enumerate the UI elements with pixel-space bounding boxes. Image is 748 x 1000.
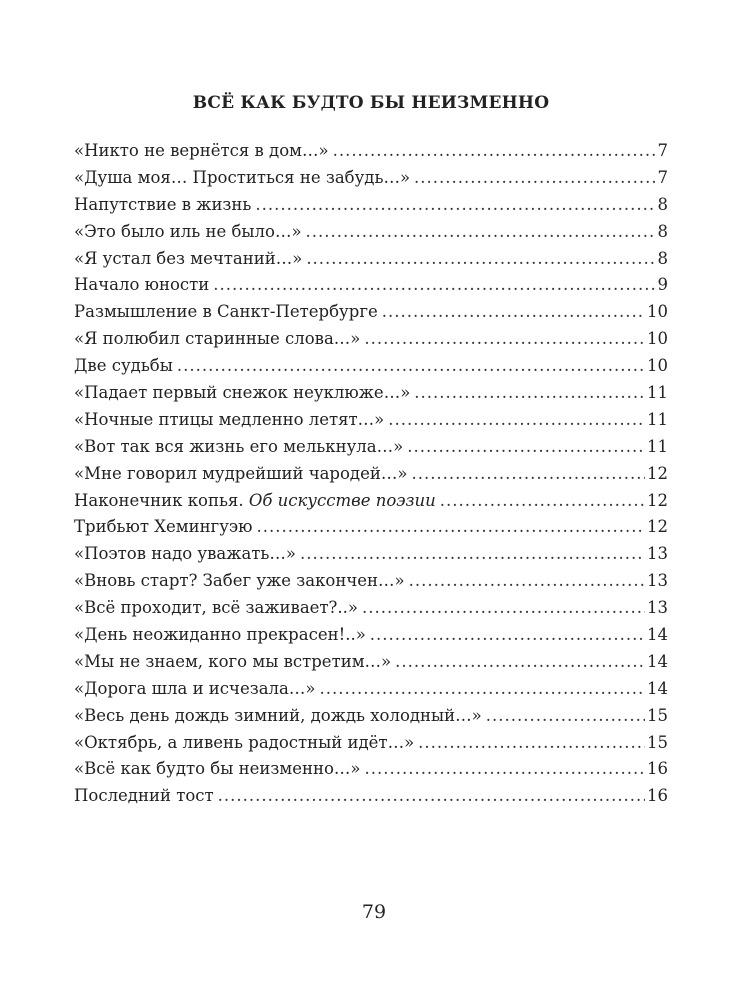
toc-entry-page: 14 — [647, 625, 668, 645]
toc-entry-title-text: «Это было иль не было…» — [74, 221, 302, 241]
dot-leader — [382, 299, 645, 326]
toc-entry-title — [74, 272, 209, 299]
dot-leader — [257, 514, 645, 541]
dot-leader — [362, 595, 645, 622]
toc-entry-page: 12 — [647, 490, 668, 510]
toc-entry-title — [74, 783, 214, 810]
dot-leader — [306, 246, 655, 273]
toc-entry-page: 16 — [647, 759, 668, 779]
toc-entry-title — [74, 219, 302, 246]
toc-entry-title — [74, 299, 378, 326]
toc-entry-title — [74, 622, 366, 649]
toc-entry-page: 10 — [647, 356, 668, 376]
dot-leader — [407, 434, 645, 461]
toc-entry — [74, 568, 668, 595]
toc-entry — [74, 703, 668, 730]
toc-entry-title — [74, 380, 410, 407]
toc-entry — [74, 326, 668, 353]
toc-entry — [74, 461, 668, 488]
toc-entry-page: 7 — [657, 141, 668, 160]
toc-entry — [74, 595, 668, 622]
toc-entry-title-text: «Вот так вся жизнь его мелькнула…» — [74, 436, 404, 456]
toc-entry-title — [74, 568, 405, 595]
toc-entry — [74, 756, 668, 783]
dot-leader — [364, 756, 645, 783]
toc-entry — [74, 272, 668, 299]
dot-leader — [414, 165, 655, 192]
toc-entry-page: 16 — [647, 786, 668, 806]
table-of-contents — [74, 138, 668, 810]
toc-entry — [74, 380, 668, 407]
dot-leader — [255, 192, 655, 219]
dot-leader — [364, 326, 645, 353]
dot-leader — [213, 272, 655, 299]
toc-entry-title — [74, 676, 315, 703]
toc-entry-page: 15 — [647, 732, 668, 752]
toc-entry-title-text: Напутствие в жизнь — [74, 194, 252, 214]
toc-entry-title-text: Начало юности — [74, 275, 210, 295]
dot-leader — [370, 622, 645, 649]
toc-entry-title — [74, 461, 407, 488]
toc-entry-title-text: «Мы не знаем, кого мы встретим…» — [74, 651, 392, 671]
toc-entry-title-text: «Весь день дождь зимний, дождь холодный…» — [74, 705, 482, 725]
toc-entry-title-text: «Всё как будто бы неизменно…» — [74, 759, 361, 779]
toc-entry-title-text: «Падает первый снежок неуклюже…» — [74, 383, 411, 403]
dot-leader — [333, 138, 656, 165]
toc-entry-title — [74, 246, 302, 273]
toc-entry-title — [74, 730, 414, 757]
toc-entry-title-text: «Ночные птицы медленно летят…» — [74, 409, 385, 429]
toc-entry-page: 8 — [657, 221, 668, 241]
toc-entry-title-text: «Я устал без мечтаний…» — [74, 248, 303, 268]
toc-entry — [74, 541, 668, 568]
dot-leader — [395, 649, 645, 676]
dot-leader — [409, 568, 645, 595]
toc-entry — [74, 434, 668, 461]
toc-entry-page: 8 — [657, 194, 668, 214]
toc-entry-title — [74, 703, 482, 730]
toc-entry-title — [74, 514, 253, 541]
toc-entry-page: 11 — [647, 409, 668, 429]
toc-entry-title — [74, 488, 436, 515]
toc-entry-page: 7 — [657, 167, 668, 187]
toc-entry — [74, 138, 668, 165]
toc-entry — [74, 192, 668, 219]
toc-entry-page: 13 — [647, 544, 668, 564]
toc-entry-page: 9 — [657, 275, 668, 295]
toc-entry-page: 8 — [657, 248, 668, 268]
toc-entry-title-text: «Мне говорил мудрейший чародей…» — [74, 463, 408, 483]
toc-entry — [74, 514, 668, 541]
section-title: ВСЁ КАК БУДТО БЫ НЕИЗМЕННО — [192, 93, 550, 113]
toc-entry-page: 13 — [647, 571, 668, 591]
toc-entry-page: 11 — [647, 383, 668, 403]
toc-entry — [74, 299, 668, 326]
toc-entry — [74, 730, 668, 757]
toc-entry-title-text: «Поэтов надо уважать…» — [74, 544, 296, 564]
toc-entry — [74, 219, 668, 246]
toc-entry — [74, 622, 668, 649]
toc-entry-title — [74, 192, 251, 219]
toc-entry-page: 13 — [647, 598, 668, 618]
toc-entry — [74, 246, 668, 273]
dot-leader — [440, 488, 645, 515]
toc-entry — [74, 676, 668, 703]
toc-entry-title — [74, 407, 384, 434]
dot-leader — [306, 219, 656, 246]
toc-entry-subtitle: Об искусстве поэзии — [248, 490, 436, 510]
toc-entry-title-text: «Я полюбил старинные слова…» — [74, 329, 361, 349]
dot-leader — [218, 783, 645, 810]
dot-leader — [319, 676, 645, 703]
page-number: 79 — [361, 901, 387, 923]
toc-entry-page: 11 — [647, 436, 668, 456]
toc-entry-title-text: «Душа моя… Проститься не забудь…» — [74, 167, 411, 187]
toc-entry-page: 14 — [647, 651, 668, 671]
toc-entry — [74, 165, 668, 192]
toc-entry-title — [74, 595, 358, 622]
toc-entry — [74, 649, 668, 676]
dot-leader — [300, 541, 645, 568]
toc-entry — [74, 353, 668, 380]
toc-entry — [74, 488, 668, 515]
toc-entry-page: 12 — [647, 517, 668, 537]
dot-leader — [177, 353, 645, 380]
toc-entry-title-text: «День неожиданно прекрасен!..» — [74, 625, 366, 645]
toc-entry-title-text: «Всё проходит, всё заживает?..» — [74, 598, 358, 618]
toc-entry-title — [74, 138, 329, 165]
toc-entry-title-text: «Дорога шла и исчезала…» — [74, 678, 316, 698]
toc-entry-title — [74, 649, 391, 676]
toc-entry-page: 15 — [647, 705, 668, 725]
toc-entry-title — [74, 326, 360, 353]
toc-entry-page: 10 — [647, 302, 668, 322]
toc-entry-title — [74, 541, 296, 568]
toc-entry-title — [74, 434, 403, 461]
toc-entry-title-text: «Никто не вернётся в дом…» — [74, 141, 329, 160]
toc-entry-title-text: «Октябрь, а ливень радостный идёт…» — [74, 732, 415, 752]
toc-entry — [74, 783, 668, 810]
toc-entry-title-text: «Вновь старт? Забег уже закончен…» — [74, 571, 405, 591]
toc-entry — [74, 407, 668, 434]
toc-entry-title-text: Наконечник копья. — [74, 490, 244, 510]
toc-entry-title-text: Размышление в Санкт-Петербурге — [74, 302, 378, 322]
dot-leader — [418, 730, 645, 757]
toc-entry-title-text: Трибьют Хемингуэю — [74, 517, 253, 537]
dot-leader — [486, 703, 645, 730]
toc-entry-page: 12 — [647, 463, 668, 483]
toc-entry-title-text: Две судьбы — [74, 356, 173, 376]
toc-entry-page: 14 — [647, 678, 668, 698]
toc-entry-title — [74, 756, 360, 783]
toc-entry-page: 10 — [647, 329, 668, 349]
dot-leader — [411, 461, 645, 488]
dot-leader — [414, 380, 645, 407]
toc-entry-title-text: Последний тост — [74, 786, 214, 806]
toc-entry-title — [74, 353, 173, 380]
toc-entry-title — [74, 165, 410, 192]
dot-leader — [388, 407, 645, 434]
